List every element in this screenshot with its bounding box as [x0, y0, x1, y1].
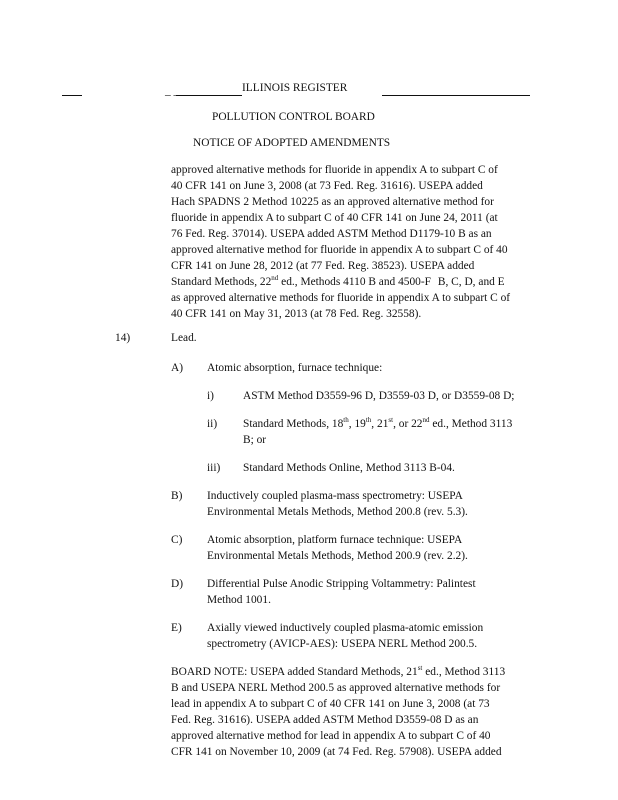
sub-text: Atomic absorption, furnace technique: — [207, 362, 383, 374]
board-note-text: BOARD NOTE: USEPA added Standard Methods, 21 — [171, 666, 418, 678]
sub-text: Atomic absorption, platform furnace technique: USEPA — [207, 534, 463, 546]
roman-num: i) — [207, 390, 214, 402]
item-number: 14) — [115, 332, 131, 344]
sub-text: Axially viewed inductively coupled plasma-atomic emission — [207, 622, 484, 634]
register-title: ILLINOIS REGISTER — [242, 82, 348, 94]
intro-line: 40 CFR 141 on June 3, 2008 (at 73 Fed. Reg. 31616). USEPA added — [171, 180, 483, 192]
sub-text: Method 1001. — [207, 594, 271, 606]
agency-name: POLLUTION CONTROL BOARD — [212, 111, 375, 123]
roman-num: iii) — [207, 462, 221, 474]
roman-text-part: , 19 — [348, 418, 366, 430]
sub-letter: C) — [171, 534, 183, 546]
roman-text-part: , or 22 — [393, 418, 423, 430]
superscript: st — [388, 416, 394, 425]
sub-text: Environmental Metals Methods, Method 200.9 (rev. 2.2). — [207, 550, 468, 562]
item-label: Lead. — [171, 332, 197, 344]
intro-line: Hach SPADNS 2 Method 10225 as an approved alternative method for — [171, 196, 494, 208]
header-rule-middle — [176, 95, 242, 96]
board-note-line: B and USEPA NERL Method 200.5 as approved alternative methods for — [171, 682, 501, 694]
header-rule-left — [62, 95, 82, 96]
superscript: th — [365, 416, 372, 425]
sub-text: spectrometry (AVICP-AES): USEPA NERL Method 200.5. — [207, 638, 478, 650]
sub-letter: E) — [171, 622, 182, 634]
intro-line: 76 Fed. Reg. 37014). USEPA added ASTM Method D1179-10 B as an — [171, 228, 492, 240]
sub-letter: D) — [171, 578, 184, 590]
sub-text: Inductively coupled plasma-mass spectrometry: USEPA — [207, 490, 463, 502]
superscript: nd — [271, 274, 279, 283]
superscript: th — [343, 416, 349, 425]
intro-line: 40 CFR 141 on May 31, 2013 (at 78 Fed. Reg. 32558). — [171, 308, 422, 320]
superscript: nd — [422, 416, 430, 425]
intro-line: approved alternative method for fluoride in appendix A to subpart C of 40 — [171, 244, 508, 256]
intro-text: B, C, D, and E — [437, 276, 505, 288]
roman-text-part: ed., Method 3113 — [429, 418, 513, 430]
roman-text-part: , 21 — [371, 418, 389, 430]
board-note-text: ed., Method 3113 — [422, 666, 506, 678]
roman-text: Standard Methods Online, Method 3113 B-04. — [243, 462, 455, 474]
sub-text: Differential Pulse Anodic Stripping Voltammetry: Palintest — [207, 578, 476, 590]
intro-line: CFR 141 on June 28, 2012 (at 77 Fed. Reg. 38523). USEPA added — [171, 260, 475, 272]
roman-text-part: Standard Methods, 18 — [243, 418, 344, 430]
board-note-line: lead in appendix A to subpart C of 40 CFR 141 on June 3, 2008 (at 73 — [171, 698, 490, 710]
intro-text: Standard Methods, 22 — [171, 276, 272, 288]
board-note-line: approved alternative method for lead in appendix A to subpart C of 40 — [171, 730, 491, 742]
intro-line: fluoride in appendix A to subpart C of 40 CFR 141 on June 24, 2011 (at — [171, 212, 498, 224]
intro-line: approved alternative methods for fluoride in appendix A to subpart C of — [171, 164, 498, 176]
sub-letter: A) — [171, 362, 184, 374]
intro-line — [171, 275, 505, 290]
board-note-line: CFR 141 on November 10, 2009 (at 74 Fed. Reg. 57908). USEPA added — [171, 746, 502, 758]
board-note-line — [171, 665, 505, 680]
intro-text: ed., Methods 4110 B and 4500-F — [278, 276, 432, 288]
superscript: st — [417, 664, 423, 673]
roman-num: ii) — [207, 418, 218, 430]
sub-text: Environmental Metals Methods, Method 200.8 (rev. 5.3). — [207, 506, 468, 518]
header-left-marks: _ _ — [165, 85, 180, 97]
intro-line: as approved alternative methods for fluoride in appendix A to subpart C of — [171, 292, 511, 304]
roman-text — [243, 417, 512, 432]
roman-text: B; or — [243, 434, 267, 446]
header-rule-right — [382, 95, 530, 96]
board-note-line: Fed. Reg. 31616). USEPA added ASTM Method D3559-08 D as an — [171, 714, 479, 726]
roman-text: ASTM Method D3559-96 D, D3559-03 D, or D3559-08 D; — [243, 390, 515, 402]
sub-letter: B) — [171, 490, 183, 502]
notice-title: NOTICE OF ADOPTED AMENDMENTS — [193, 137, 391, 149]
